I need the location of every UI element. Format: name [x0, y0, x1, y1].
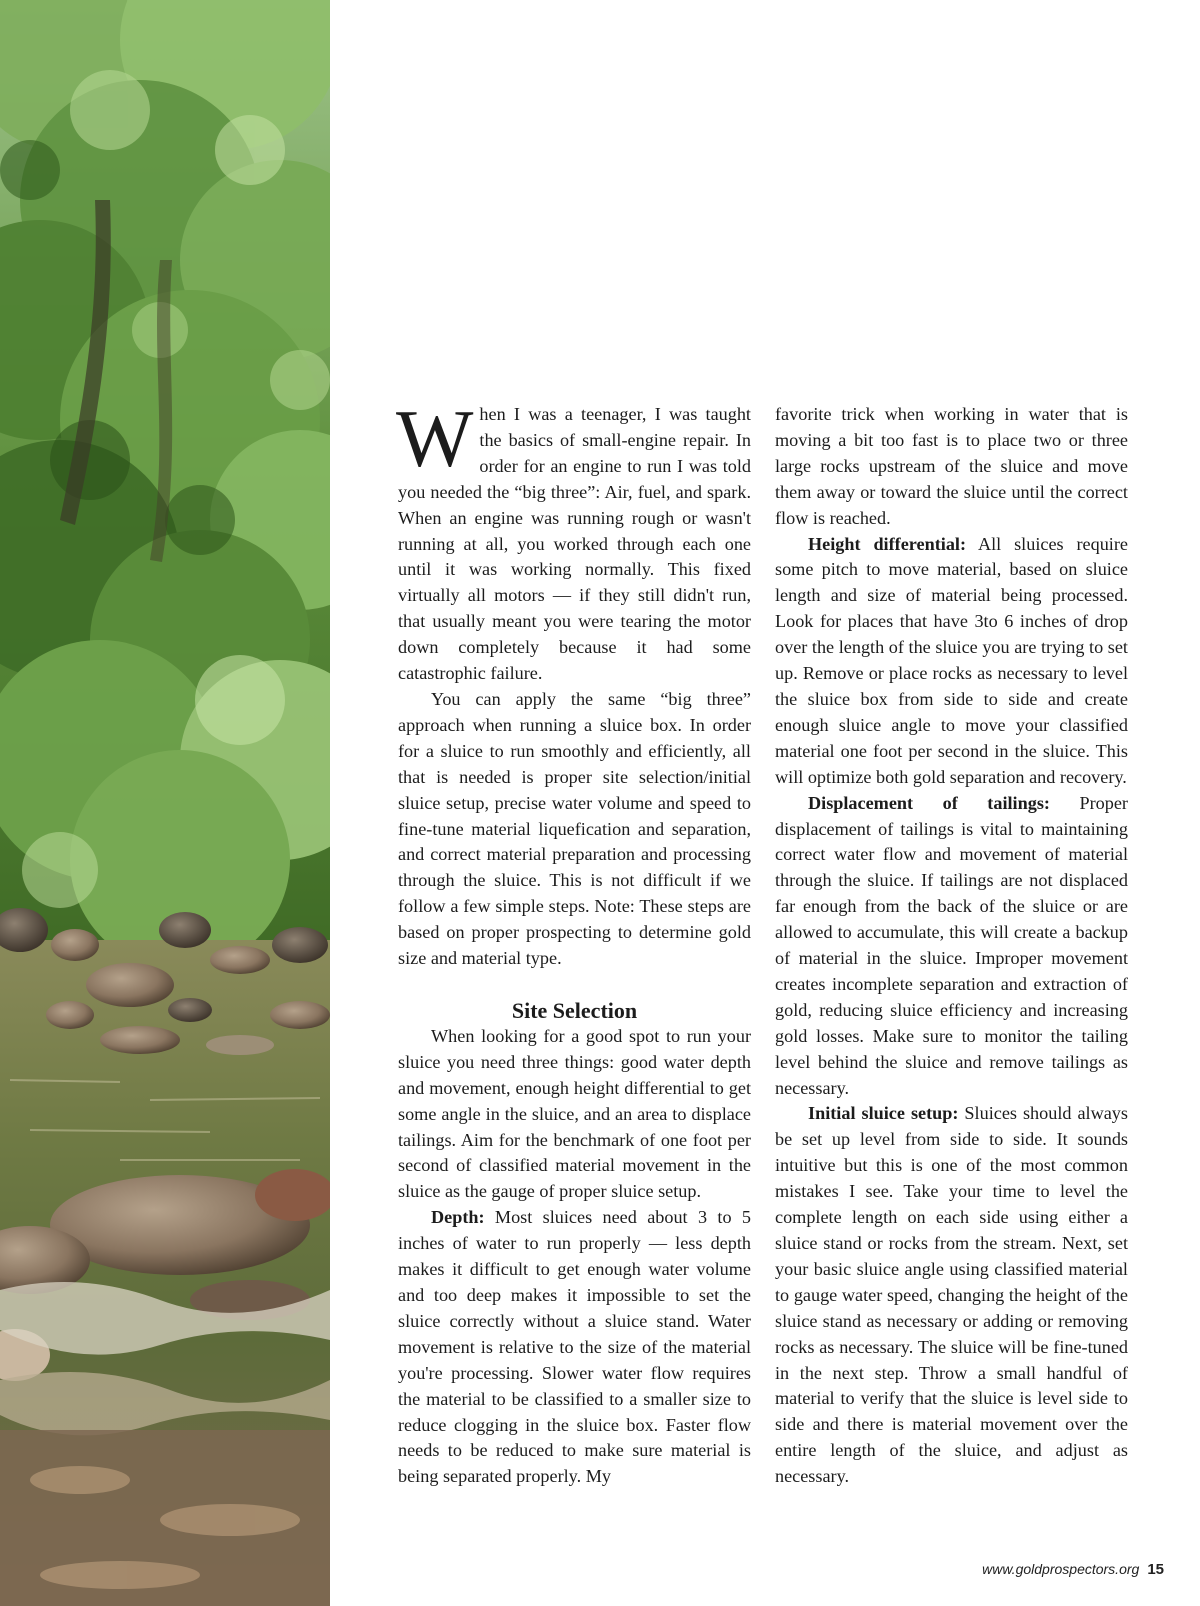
river-forest-photo — [0, 0, 330, 1606]
section-heading-site-selection: Site Selection — [511, 997, 638, 1023]
article-column-left — [396, 393, 751, 1490]
big-three-paragraph: You can apply the same “big three” approach when running a sluice box. In order for a sluice to run smoothly and efficiently, all that is needed is proper site selection/initial sluice setup, precise water volume and speed to fine-tune material liquefication and separation, and correct material preparation and processing through the sluice. This is not difficult if we follow a few simple steps. Note: These steps are based on proper prospecting to determine gold size and material type. — [398, 688, 751, 969]
article-column-right — [775, 402, 1128, 1490]
page-footer — [982, 1561, 1164, 1578]
initial-setup-paragraph — [775, 1101, 1128, 1490]
height-differential-lead: Height differential: — [808, 533, 967, 554]
intro-text: hen I was a teenager, I was taught the basics of small-engine repair. In order for an engine to run I was told you needed the “big three”: Air, fuel, and spark. When an engine was running rough or wasn't running at all, you worked through each one until it was working normally. This fixed virtually all motors — if they still didn't run, that usually meant you were tearing the motor down completely because it had some catastrophic failure. — [398, 404, 751, 684]
footer-url[interactable]: www.goldprospectors.org — [982, 1561, 1140, 1577]
depth-lead: Depth: — [431, 1207, 485, 1228]
initial-setup-text: Sluices should always be set up level from side to side. It sounds intuitive but this is one of the most common mistakes I see. Take your time to level the complete length on each side using either a sluice stand or rocks from the stream. Next, set your basic sluice angle using classified material to gauge water speed, changing the height of the sluice stand as necessary or adding or removing rocks as necessary. The sluice will be fine-tuned in the next step. Throw a small handful of material to verify that the sluice is level side to side and there is material movement over the entire length of the sluice, and adjust as necessary. — [775, 1103, 1128, 1487]
depth-text: Most sluices need about 3 to 5 inches of water to run properly — less depth makes it difficult to get enough water volume and too deep makes it impossible to set the sluice correctly without a sluice stand. Water movement is relative to the size of the material you're processing. Slower water flow requires the material to be classified to a smaller size to reduce clogging in the sluice box. Faster flow needs to be reduced to make sure material is being separated properly. My — [398, 1207, 751, 1487]
initial-setup-lead: Initial sluice setup: — [808, 1103, 959, 1124]
intro-paragraph — [396, 393, 751, 687]
displacement-lead: Displacement of tailings: — [808, 792, 1050, 813]
displacement-paragraph — [775, 791, 1128, 1102]
continued-paragraph: favorite trick when working in water that is moving a bit too fast is to place two or three large rocks upstream of the sluice and move them away or toward the sluice until the correct flow is reached. — [775, 404, 1128, 528]
site-selection-paragraph: When looking for a good spot to run your sluice you need three things: good water depth and movement, enough height differential to get some angle in the sluice, and an area to displace tailings. Aim for the benchmark of one foot per second of classified material movement in the sluice as the gauge of proper sluice setup. — [398, 1025, 751, 1202]
river-forest-photo-icon — [0, 0, 330, 1606]
drop-cap: W — [396, 393, 474, 484]
page-number: 15 — [1147, 1561, 1164, 1578]
depth-paragraph — [398, 1205, 751, 1490]
height-differential-paragraph — [775, 532, 1128, 791]
height-differential-text: All sluices require some pitch to move material, based on sluice length and size of material being processed. Look for places that have 3to 6 inches of drop over the length of the sluice you are trying to set up. Remove or place rocks as necessary to level the sluice box from side to side and create enough sluice angle to move your classified material one foot per second in the sluice. This will optimize both gold separation and recovery. — [775, 533, 1128, 787]
displacement-text: Proper displacement of tailings is vital to maintaining correct water flow and movement of material through the sluice. If tailings are not displaced far enough from the back of the sluice or are allowed to accumulate, this will create a backup of material in the sluice. Improper movement creates incomplete separation and extraction of gold, reducing sluice efficiency and increasing gold losses. Make sure to monitor the tailing level behind the sluice and remove tailings as necessary. — [775, 792, 1128, 1098]
